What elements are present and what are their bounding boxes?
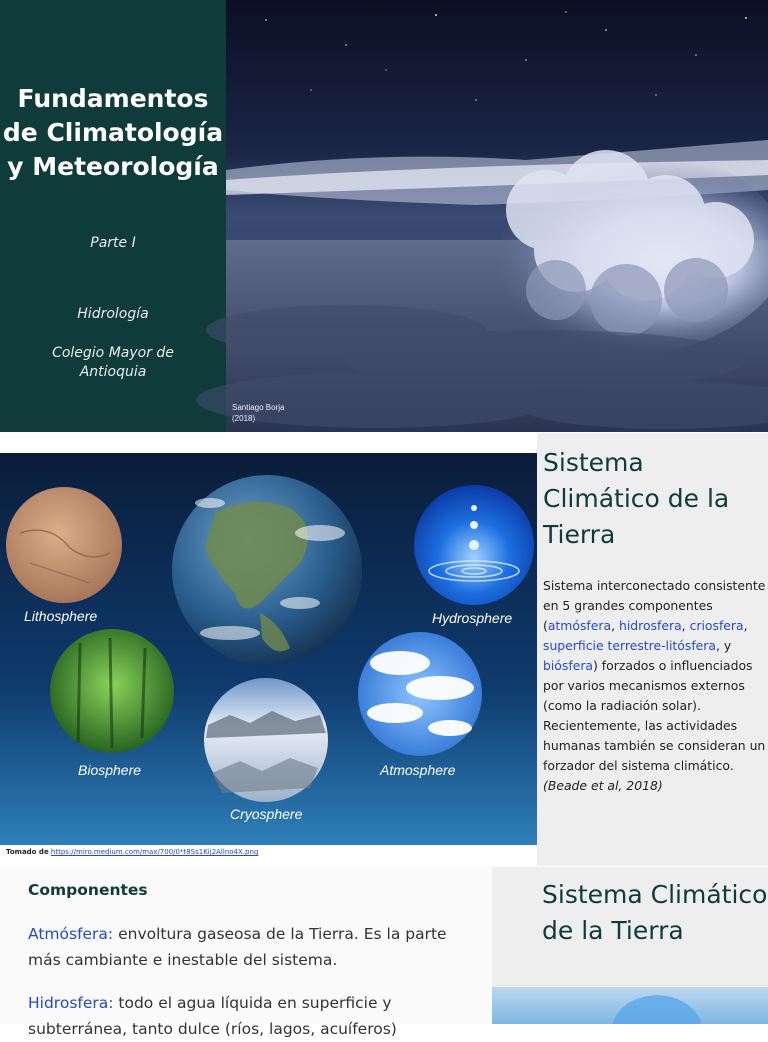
link-atmosfera[interactable]: atmósfera: [547, 618, 612, 633]
climate-system-slide: [0, 433, 768, 866]
photo-credit: [232, 402, 284, 424]
climate-system-text-panel: [537, 433, 768, 866]
component-item: [28, 921, 468, 973]
source-link[interactable]: https://miro.medium.com/max/700/0*t8Ss1Kij2Allno4X.png: [50, 848, 259, 856]
climate-system-description: [543, 576, 767, 796]
iceberg-photo: [492, 987, 768, 1024]
slide2-title: Sistema Climático de la Tierra: [543, 448, 730, 549]
separator: , y: [716, 638, 732, 653]
earth-spheres-figure: [0, 453, 537, 845]
link-biosfera[interactable]: biósfera: [543, 658, 594, 673]
photo-credit-year: (2018): [232, 414, 256, 423]
earth-globe: [172, 475, 362, 665]
link-superficie-terrestre[interactable]: superficie terrestre-litósfera: [543, 638, 716, 653]
presentation-title: Fundamentos de Climatología y Meteorología: [2, 84, 224, 181]
storm-cloud-photo: [226, 0, 768, 432]
component-term-atmosfera: Atmósfera:: [28, 925, 114, 943]
part-label: Parte I: [90, 235, 136, 251]
cryosphere-label: Cryosphere: [230, 806, 303, 822]
link-criosfera[interactable]: criosfera: [689, 618, 744, 633]
subject-label: Hidrología: [77, 306, 149, 322]
figure-source: [6, 848, 258, 856]
iceberg-image: [492, 987, 768, 1024]
title-slide: [0, 0, 768, 432]
institution-label: Colegio Mayor de Antioquia: [52, 345, 174, 380]
photo-credit-name: Santiago Borja: [232, 403, 285, 412]
title-panel: [0, 0, 226, 432]
description-intro: Sistema interconectado consistente en 5 grandes componentes (: [543, 578, 766, 633]
link-hidrosfera[interactable]: hidrosfera: [618, 618, 682, 633]
component-item: [28, 990, 468, 1042]
earth-spheres-illustration: [0, 453, 537, 845]
separator: ,: [611, 618, 619, 633]
components-slide: [0, 867, 768, 1038]
description-rest: ) forzados o influenciados por varios mecanismos externos (como la radiación solar). Recientemente, las actividades humanas también se consideran un forzador del sistema climático.: [543, 658, 766, 773]
storm-cloud-image: [226, 0, 768, 432]
source-prefix: Tomado de: [6, 848, 49, 856]
component-definition: todo el agua líquida en superficie y subterránea, tanto dulce (ríos, lagos, acuíferos): [28, 994, 397, 1038]
citation: (Beade et al, 2018): [543, 778, 663, 793]
separator: ,: [743, 618, 748, 633]
slide3-title-panel: [492, 867, 768, 1024]
components-heading: Componentes: [28, 881, 148, 899]
lithosphere-sphere: [6, 487, 122, 603]
component-term-hidrosfera: Hidrosfera:: [28, 994, 114, 1012]
hydrosphere-label: Hydrosphere: [432, 610, 513, 626]
atmosphere-label: Atmosphere: [380, 762, 456, 778]
biosphere-label: Biosphere: [78, 762, 142, 778]
lithosphere-label: Lithosphere: [24, 608, 98, 624]
slide3-title: Sistema Climático de la Tierra: [542, 880, 768, 945]
component-definition: envoltura gaseosa de la Tierra. Es la parte más cambiante e inestable del sistema.: [28, 925, 447, 969]
components-text-panel: [0, 867, 492, 1038]
separator: ,: [681, 618, 690, 633]
